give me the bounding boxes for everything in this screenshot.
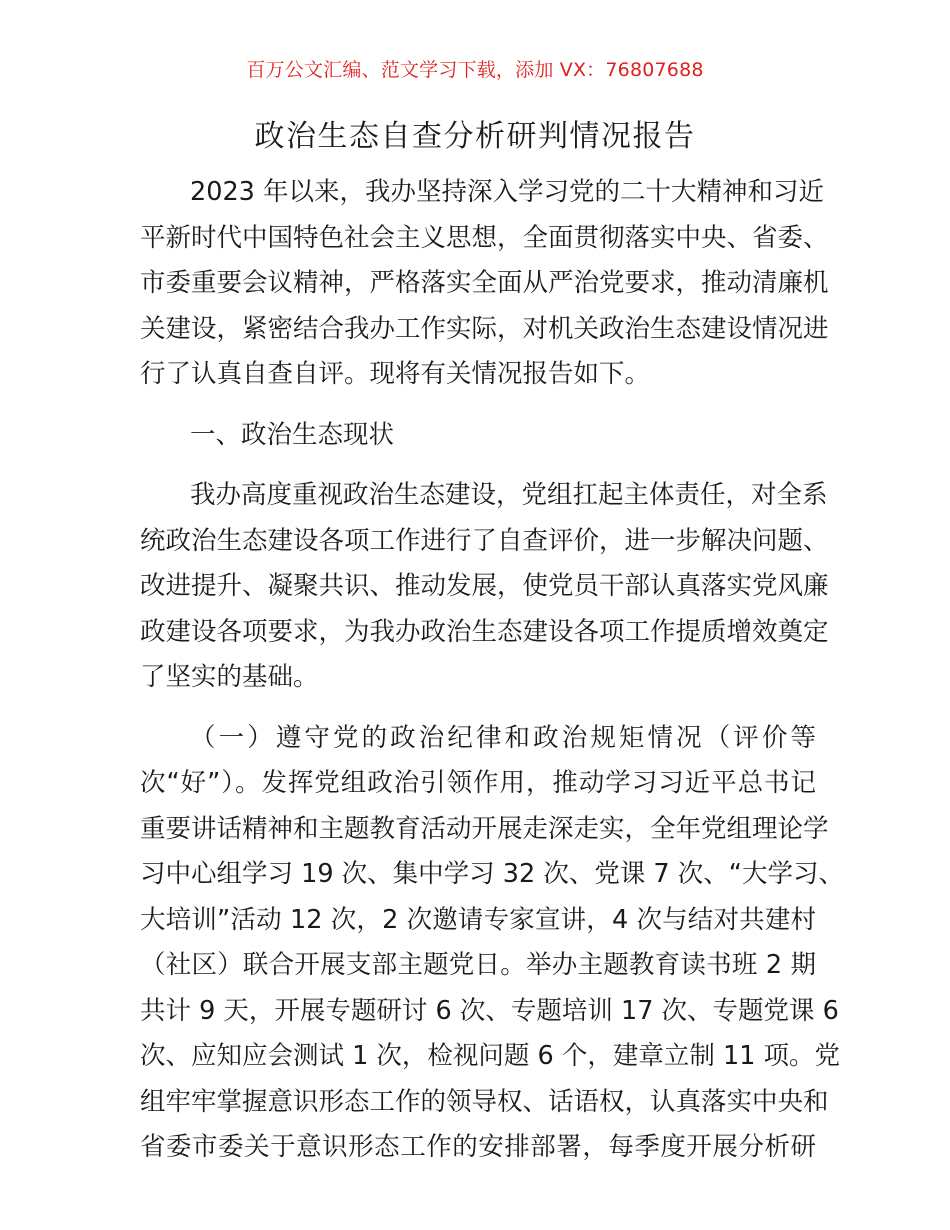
text-line: 次、应知应会测试 1 次，检视问题 6 个，建章立制 11 项。党 (140, 1041, 841, 1071)
text-line: 我办高度重视政治生态建设，党组扛起主体责任，对全系 (190, 480, 828, 510)
text-line: （一）遵守党的政治纪律和政治规矩情况（评价等 (190, 722, 816, 753)
text-line: 2023 年以来，我办坚持深入学习党的二十大精神和习近 (190, 177, 825, 207)
text-line: 统政治生态建设各项工作进行了自查评价，进一步解决问题、 (140, 525, 829, 556)
text-line: 省委市委关于意识形态工作的安排部署，每季度开展分析研 (140, 1132, 816, 1162)
text-line: 行了认真自查自评。现将有关情况报告如下。 (140, 359, 651, 389)
paragraph-political-discipline (140, 716, 844, 1171)
text-line: （社区）联合开展支部主题党日。举办主题教育读书班 2 期 (140, 950, 816, 980)
text-line: 共计 9 天，开展专题研讨 6 次、专题培训 17 次、专题党课 6 (140, 995, 839, 1026)
text-line: 大培训”活动 12 次，2 次邀请专家宣讲，4 次与结对共建村 (140, 904, 816, 935)
text-line: 了坚实的基础。 (140, 662, 319, 692)
text-line: 关建设，紧密结合我办工作实际，对机关政治生态建设情况进 (140, 313, 829, 344)
paragraph-intro (140, 170, 829, 398)
document-body (140, 170, 844, 1171)
section-heading (140, 413, 816, 459)
text-line: 重要讲话精神和主题教育活动开展走深走实，全年党组理论学 (140, 813, 829, 844)
text-line: 一、政治生态现状 (190, 419, 395, 450)
text-line: 市委重要会议精神，严格落实全面从严治党要求，推动清廉机 (140, 268, 829, 298)
text-line: 次“好”）。发挥党组政治引领作用，推动学习习近平总书记 (140, 768, 816, 798)
text-line: 组牢牢掌握意识形态工作的领导权、话语权，认真落实中央和 (140, 1086, 829, 1117)
text-line: 政建设各项要求，为我办政治生态建设各项工作提质增效奠定 (140, 616, 829, 647)
text-line: 改进提升、凝聚共识、推动发展，使党员干部认真落实党风廉 (140, 571, 829, 601)
paragraph-status (140, 473, 829, 701)
text-line: 平新时代中国特色社会主义思想，全面贯彻落实中央、省委、 (140, 222, 829, 253)
header-watermark-note: 百万公文汇编、范文学习下载，添加 VX：76807688 (246, 59, 704, 81)
document-title: 政治生态自查分析研判情况报告 (254, 119, 696, 154)
text-line: 习中心组学习 19 次、集中学习 32 次、党课 7 次、“大学习、 (140, 859, 844, 889)
